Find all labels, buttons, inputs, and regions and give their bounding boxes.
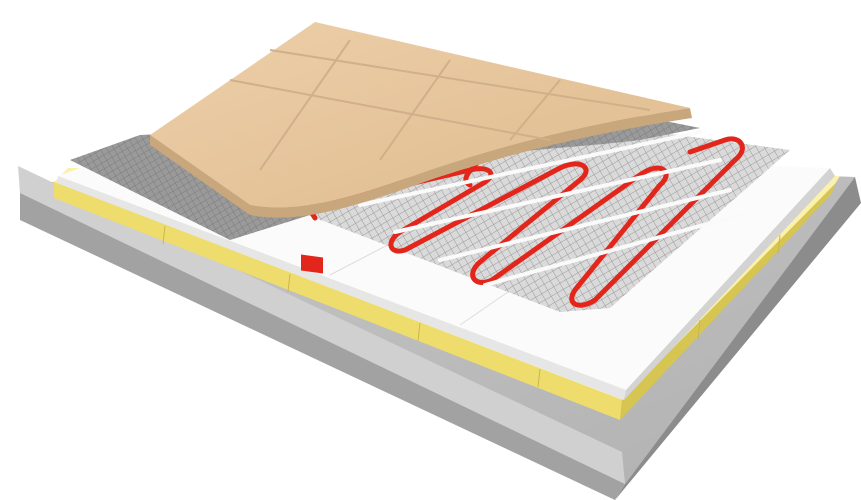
red-marker-square bbox=[301, 254, 323, 273]
